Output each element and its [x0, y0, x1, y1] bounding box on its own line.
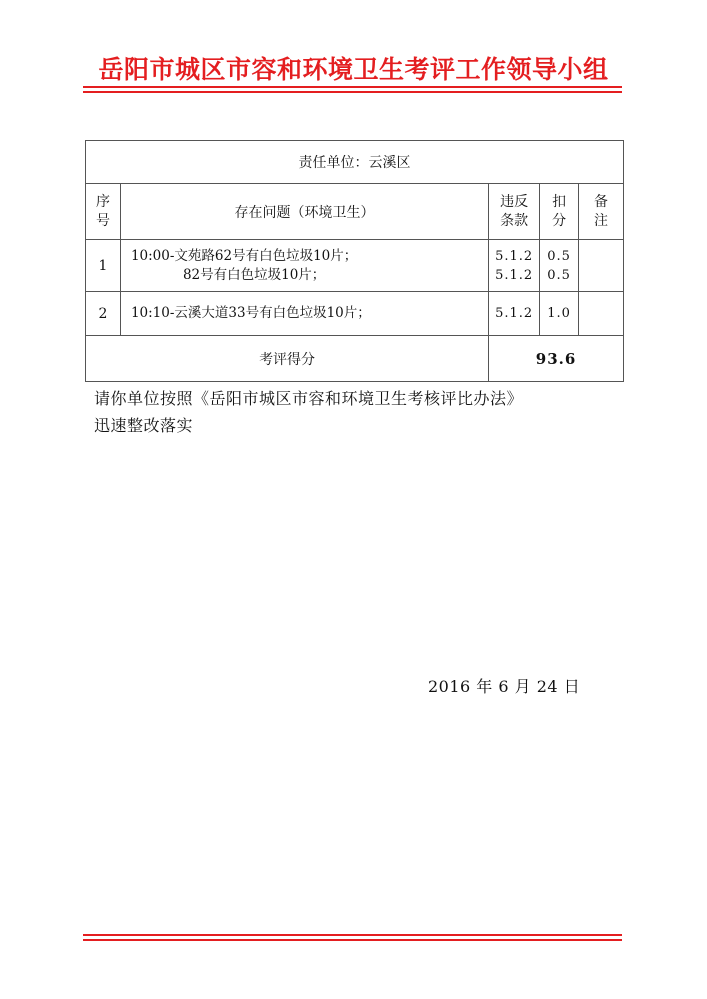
instruction-line-2: 迅速整改落实	[94, 416, 194, 435]
score-value: 93.6	[489, 336, 624, 382]
row-seq: 1	[86, 240, 121, 292]
col-header-deduct: 扣分	[540, 184, 579, 240]
table-row	[86, 240, 624, 292]
instruction-line-1: 请你单位按照《岳阳市城区市容和环境卫生考核评比办法》	[94, 389, 524, 408]
table-row	[86, 292, 624, 336]
issue-line: 82号有白色垃圾10片；	[182, 266, 326, 283]
header-rule-bottom	[83, 91, 622, 93]
issue-line: 10:00-文苑路62号有白色垃圾10片；	[130, 247, 358, 264]
row-clause: 5.1.2	[489, 292, 540, 336]
score-row	[86, 336, 624, 382]
document-date: 2016 年 6 月 24 日	[428, 677, 581, 696]
col-header-issue: 存在问题（环境卫生）	[120, 184, 488, 240]
footer-rule-top	[83, 934, 622, 936]
responsible-unit: 责任单位：云溪区	[86, 141, 624, 184]
inspection-table	[85, 140, 624, 382]
row-seq: 2	[86, 292, 121, 336]
unit-row	[86, 141, 624, 184]
row-remark	[579, 292, 624, 336]
score-label: 考评得分	[86, 336, 489, 382]
column-header-row	[86, 184, 624, 240]
header-rule-top	[83, 86, 622, 88]
row-issue	[120, 292, 488, 336]
row-issue	[120, 240, 488, 292]
col-header-clause: 违反条款	[489, 184, 540, 240]
row-remark	[579, 240, 624, 292]
footer-rule-bottom	[83, 939, 622, 941]
col-header-remark: 备注	[579, 184, 624, 240]
row-clause: 5.1.2 5.1.2	[489, 240, 540, 292]
issue-line: 10:10-云溪大道33号有白色垃圾10片；	[130, 305, 371, 321]
row-deduct: 0.5 0.5	[540, 240, 579, 292]
document-header-title: 岳阳市城区市容和环境卫生考评工作领导小组	[98, 55, 609, 84]
col-header-seq: 序号	[86, 184, 121, 240]
row-deduct: 1.0	[540, 292, 579, 336]
